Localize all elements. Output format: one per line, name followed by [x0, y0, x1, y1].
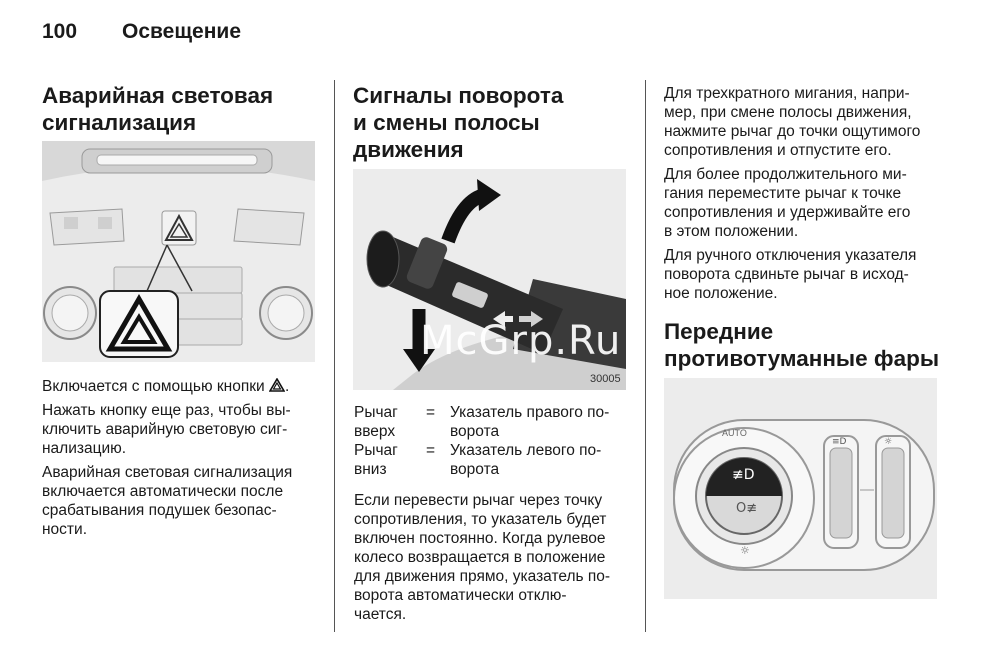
column-divider — [645, 80, 646, 632]
fog-light-switch-illustration — [664, 378, 937, 599]
lane-change-para-2: Для более продолжительного ми- гания переместите рычаг к точке сопротивления и удерживайте его в этом положении. — [664, 166, 911, 240]
turn-signal-heading-block — [353, 82, 633, 163]
hazard-para-1: Включается с помощью кнопки . — [42, 378, 290, 395]
figure-code: 30005 — [590, 373, 621, 385]
hazard-heading-block — [42, 82, 322, 136]
fog-lights-heading-block — [664, 318, 954, 372]
lever-definitions — [354, 403, 644, 479]
rear-fog-light-icon: O≢ — [736, 501, 758, 516]
hazard-para-3: Аварийная световая сигнализация включается автоматически после срабатывания подушек безопас- ности. — [42, 464, 293, 538]
lane-change-para-1: Для трехкратного мигания, напри- мер, при смене полосы движения, нажмите рычаг до точки ощутимого сопротивления и отпустите его. — [664, 85, 921, 159]
hazard-switch-figure — [42, 141, 315, 362]
turn-signal-para: Если перевести рычаг через точку сопротивления, то указатель будет включен постоянно. Когда рулевое колесо возвращается в положение для движения прямо, указатель по- ворота автоматически отклю- чается. — [354, 492, 611, 623]
lane-change-para-3: Для ручного отключения указателя поворота сдвиньте рычаг в исход- ное положение. — [664, 247, 917, 302]
fog-light-switch-figure — [664, 378, 937, 599]
lane-change-text — [664, 84, 954, 308]
hazard-triangle-icon — [269, 378, 285, 392]
auto-label: AUTO — [722, 428, 747, 438]
column-divider — [334, 80, 335, 632]
page-number: 100 — [42, 20, 78, 43]
fog-lights-heading: Передние противотуманные фары — [664, 319, 940, 371]
turn-signal-heading: Сигналы поворота и смены полосы движения — [353, 83, 564, 162]
definition-row: Рычаг вниз = Указатель левого по- ворота — [354, 442, 602, 478]
fog-light-icon: ≢D — [732, 467, 755, 483]
watermark: McGrp.Ru — [420, 318, 622, 364]
dimmer-icon: ☼ — [884, 437, 893, 447]
turn-signal-text — [354, 491, 639, 629]
hazard-para-2: Нажать кнопку еще раз, чтобы вы- ключить аварийную световую сиг- нализацию. — [42, 402, 291, 457]
hazard-text — [42, 377, 327, 544]
brightness-icon: ☼ — [740, 544, 750, 557]
hazard-switch-illustration — [42, 141, 315, 362]
headlight-range-icon: ≡D — [832, 437, 847, 447]
definition-row: Рычаг вверх = Указатель правого по- ворота — [354, 404, 610, 440]
hazard-heading: Аварийная световая сигнализация — [42, 83, 274, 135]
section-title: Освещение — [122, 20, 241, 43]
